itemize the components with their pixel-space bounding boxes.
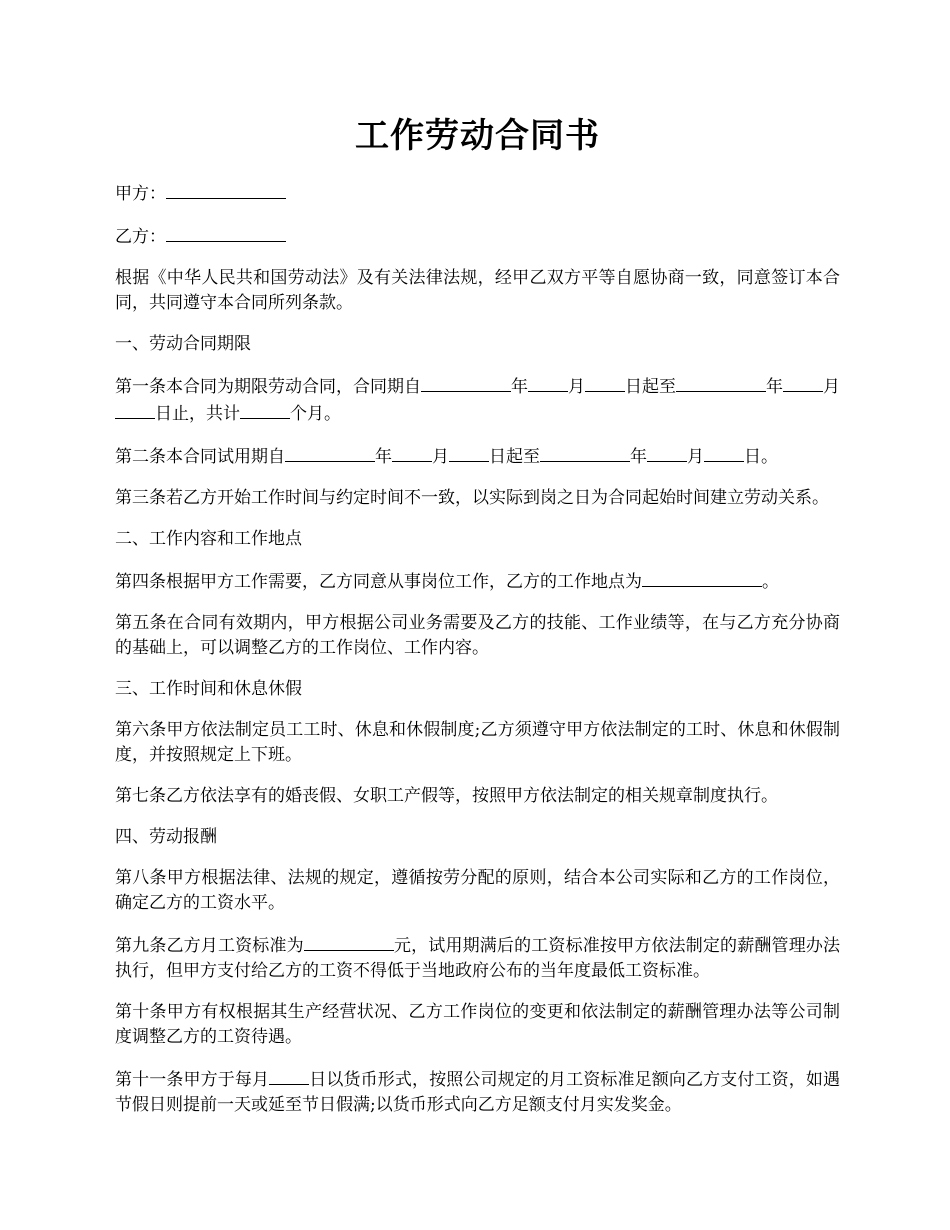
party-b-label: 乙方：: [115, 227, 166, 247]
blank: [392, 443, 432, 462]
art4-text: 第四条根据甲方工作需要，乙方同意从事岗位工作，乙方的工作地点为: [115, 572, 642, 592]
blank: [421, 373, 511, 392]
article-1: [115, 373, 840, 427]
art2-text: 日起至: [489, 447, 540, 467]
blank: [676, 373, 766, 392]
article-3: 第三条若乙方开始工作时间与约定时间不一致，以实际到岗之日为合同起始时间建立劳动关系。: [115, 488, 829, 508]
blank: [240, 400, 290, 419]
section-heading-2: 二、工作内容和工作地点: [115, 529, 302, 549]
blank: [585, 373, 625, 392]
art2-text: 月: [432, 447, 449, 467]
art1-text: 第一条本合同为期限劳动合同，合同期自: [115, 377, 421, 397]
article-7: 第七条乙方依法享有的婚丧假、女职工产假等，按照甲方依法制定的相关规章制度执行。: [115, 786, 778, 806]
article-2: [115, 443, 840, 470]
party-b-blank: [166, 223, 286, 242]
blank: [540, 443, 630, 462]
article-10: 第十条甲方有权根据其生产经营状况、乙方工作岗位的变更和依法制定的薪酬管理办法等公司制度调整乙方的工资待遇。: [115, 1002, 840, 1047]
salary-blank: [304, 932, 394, 951]
art2-text: 月: [687, 447, 704, 467]
section-heading-1: 一、劳动合同期限: [115, 334, 251, 354]
art9-text: 元，试用期满后的工资标准按甲方依法制定的薪酬管理办法执行，但甲方支付给乙方的工资不得低于当地政府公布的当年度最低工资标准。: [115, 936, 841, 981]
section-heading-3: 三、工作时间和休息休假: [115, 679, 302, 699]
art2-text: 年: [375, 447, 392, 467]
art2-text: 年: [630, 447, 647, 467]
document-title: 工作劳动合同书: [355, 116, 600, 156]
art1-text: 年: [766, 377, 783, 397]
art11-text: 日以货币形式，按照公司规定的月工资标准足额向乙方支付工资，如遇节假日则提前一天或延至节日假满;以货币形式向乙方足额支付月实发奖金。: [115, 1070, 840, 1115]
art1-text: 日止，共计: [155, 404, 240, 424]
art11-text: 第十一条甲方于每月: [115, 1070, 270, 1090]
section-heading-4: 四、劳动报酬: [115, 827, 217, 847]
art2-text: 第二条本合同试用期自: [115, 447, 285, 467]
payday-blank: [269, 1066, 309, 1085]
blank: [285, 443, 375, 462]
party-b-line: [115, 223, 840, 250]
blank: [783, 373, 823, 392]
article-4: [115, 568, 840, 595]
work-location-blank: [642, 568, 762, 587]
blank: [704, 443, 744, 462]
blank: [115, 400, 155, 419]
article-5: 第五条在合同有效期内，甲方根据公司业务需要及乙方的技能、工作业绩等，在与乙方充分协商的基础上，可以调整乙方的工作岗位、工作内容。: [115, 613, 840, 658]
party-a-line: [115, 180, 840, 207]
art1-text: 年: [511, 377, 528, 397]
art1-text: 日起至: [625, 377, 676, 397]
art1-text: 个月。: [290, 404, 341, 424]
party-a-label: 甲方：: [115, 184, 166, 204]
article-11: [115, 1066, 840, 1118]
blank: [449, 443, 489, 462]
blank: [647, 443, 687, 462]
art2-text: 日。: [744, 447, 778, 467]
intro-paragraph: 根据《中华人民共和国劳动法》及有关法律法规，经甲乙双方平等自愿协商一致，同意签订本合同，共同遵守本合同所列条款。: [115, 268, 840, 313]
article-9: [115, 932, 840, 984]
art1-text: 月: [823, 377, 840, 397]
art4-text: 。: [762, 572, 779, 592]
blank: [528, 373, 568, 392]
document-body: [115, 180, 840, 1134]
article-8: 第八条甲方根据法律、法规的规定，遵循按劳分配的原则，结合本公司实际和乙方的工作岗位，确定乙方的工资水平。: [115, 868, 840, 913]
party-a-blank: [166, 180, 286, 199]
art1-text: 月: [568, 377, 585, 397]
article-6: 第六条甲方依法制定员工工时、休息和休假制度;乙方须遵守甲方依法制定的工时、休息和休假制度，并按照规定上下班。: [115, 720, 840, 765]
art9-text: 第九条乙方月工资标准为: [115, 936, 304, 956]
